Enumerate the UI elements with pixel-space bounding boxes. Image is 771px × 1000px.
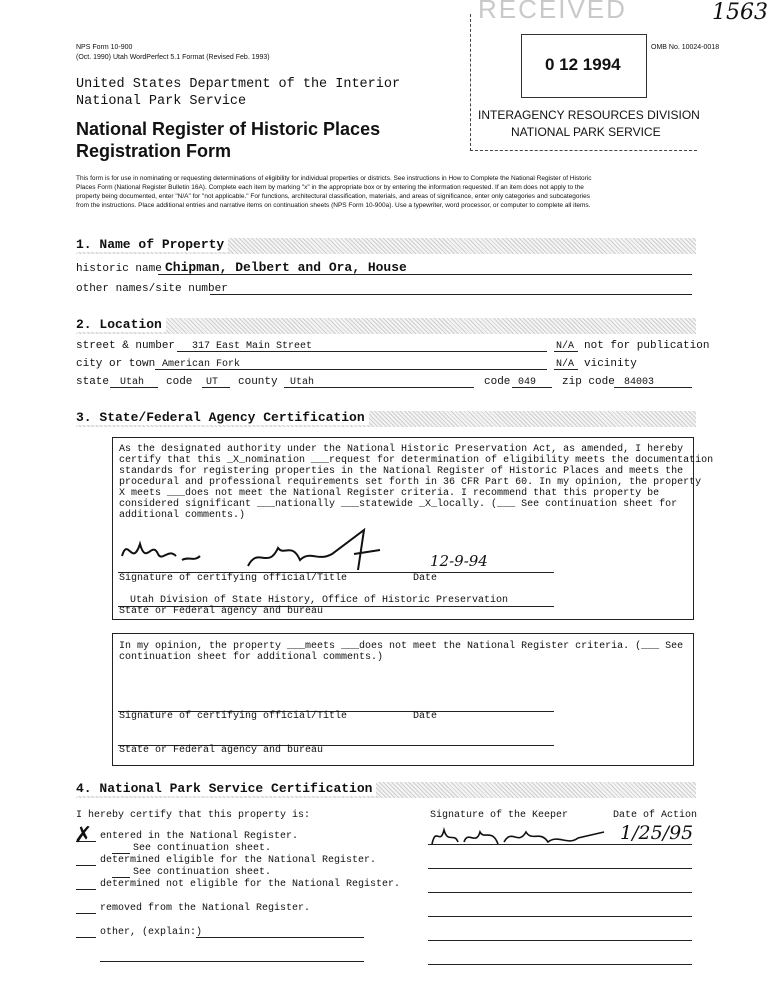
certification-text: X meets ___does not meet the National Register criteria. I recommend that this property be bbox=[119, 488, 660, 499]
stamp-date: 0 12 1994 bbox=[545, 55, 621, 74]
option-continuation: See continuation sheet. bbox=[133, 867, 272, 878]
county-code-value[interactable]: 049 bbox=[518, 377, 537, 388]
stamp-division: INTERAGENCY RESOURCES DIVISION bbox=[478, 108, 700, 122]
street-na[interactable]: N/A bbox=[556, 341, 575, 352]
form-revision: (Oct. 1990) Utah WordPerfect 5.1 Format (Revised Feb. 1993) bbox=[76, 54, 270, 61]
other-names-label: other names/site number bbox=[76, 283, 228, 295]
form-number: NPS Form 10-900 bbox=[76, 44, 133, 51]
option-entered: entered in the National Register. bbox=[100, 831, 299, 842]
certification-date-value[interactable]: 12-9-94 bbox=[430, 552, 488, 570]
instructions-line: property being documented, enter "N/A" for "not applicable." For functions, architectural classification, materials, and areas of significance, enter only categories and subcategories bbox=[76, 193, 590, 200]
vicinity-label: vicinity bbox=[584, 358, 637, 370]
signature-label: Signature of certifying official/Title bbox=[119, 573, 348, 584]
agency-value[interactable]: Utah Division of State History, Office of Historic Preservation bbox=[130, 595, 509, 606]
date-label: Date bbox=[413, 573, 438, 584]
stamp-service: NATIONAL PARK SERVICE bbox=[511, 125, 661, 139]
section-2-title: 2. Location bbox=[76, 317, 166, 332]
option-not-eligible: determined not eligible for the National Register. bbox=[100, 879, 401, 890]
signature-label: Signature of certifying official/Title bbox=[119, 711, 348, 722]
state-code-value[interactable]: UT bbox=[206, 377, 219, 388]
zip-value[interactable]: 84003 bbox=[624, 377, 655, 388]
street-value[interactable]: 317 East Main Street bbox=[192, 341, 313, 352]
state-official-signature bbox=[118, 526, 388, 576]
keeper-signature bbox=[428, 820, 618, 850]
state-label: state bbox=[76, 376, 110, 388]
option-removed: removed from the National Register. bbox=[100, 903, 311, 914]
option-continuation: See continuation sheet. bbox=[133, 843, 272, 854]
option-determined-eligible: determined eligible for the National Register. bbox=[100, 855, 377, 866]
instructions-line: Places Form (National Register Bulletin 16A). Complete each item by marking "x" in the appropriate box or by entering the information requested. If an item does not apply to the bbox=[76, 184, 584, 191]
section-1-title: 1. Name of Property bbox=[76, 237, 228, 252]
county-value[interactable]: Utah bbox=[290, 377, 315, 388]
instructions-line: This form is for use in nominating or requesting determinations of eligibility for individual properties or districts. See instructions in How to Complete the National Register of Historic bbox=[76, 175, 592, 182]
opinion-text: In my opinion, the property ___meets ___does not meet the National Register criteria. (___ See bbox=[119, 641, 684, 652]
county-label: county bbox=[238, 376, 278, 388]
entered-checkmark-icon[interactable]: ✗ bbox=[74, 823, 93, 848]
city-label: city or town bbox=[76, 358, 156, 370]
section-4-title: 4. National Park Service Certification bbox=[76, 781, 376, 796]
certification-text: additional comments.) bbox=[119, 510, 246, 521]
not-for-publication-label: not for publication bbox=[584, 340, 710, 352]
date-of-action-label: Date of Action bbox=[613, 810, 698, 821]
department-name: United States Department of the Interior bbox=[76, 77, 401, 92]
street-label: street & number bbox=[76, 340, 176, 352]
agency-label: State or Federal agency and bureau bbox=[119, 606, 324, 617]
form-subtitle: Registration Form bbox=[76, 141, 232, 161]
corner-handwritten-number: 1563 bbox=[712, 0, 768, 25]
omb-number: OMB No. 10024-0018 bbox=[651, 44, 720, 51]
city-value[interactable]: American Fork bbox=[162, 359, 241, 370]
certification-text: standards for registering properties in the National Register of Historic Places and meets the bbox=[119, 466, 684, 477]
instructions-line: from the instructions. Place additional entries and narrative items on continuation sheets (NPS Form 10-900a). Use a typewriter, word processor, or computer to complete all items. bbox=[76, 202, 591, 209]
state-value[interactable]: Utah bbox=[120, 377, 145, 388]
certification-text: considered significant ___nationally ___statewide _X_locally. (___ See continuation sheet for bbox=[119, 499, 678, 510]
certify-intro: I hereby certify that this property is: bbox=[76, 810, 311, 821]
state-code-label: code bbox=[166, 376, 193, 388]
historic-name-value[interactable]: Chipman, Delbert and Ora, House bbox=[165, 260, 407, 275]
opinion-text: continuation sheet for additional comments.) bbox=[119, 652, 384, 663]
date-label: Date bbox=[413, 711, 438, 722]
city-na[interactable]: N/A bbox=[556, 359, 575, 370]
certification-text: As the designated authority under the National Historic Preservation Act, as amended, I hereby bbox=[119, 444, 684, 455]
section-bar bbox=[76, 318, 696, 334]
option-other: other, (explain:) bbox=[100, 927, 203, 938]
received-stamp-text: RECEIVED bbox=[478, 0, 627, 24]
certification-text: procedural and professional requirements set forth in 36 CFR Part 60. In my opinion, the property bbox=[119, 477, 702, 488]
historic-name-label: historic name bbox=[76, 263, 162, 275]
agency-label: State or Federal agency and bureau bbox=[119, 745, 324, 756]
zip-label: zip code bbox=[562, 376, 615, 388]
keeper-signature-label: Signature of the Keeper bbox=[430, 810, 569, 821]
date-of-action-value[interactable]: 1/25/95 bbox=[620, 822, 694, 844]
county-code-label: code bbox=[484, 376, 511, 388]
service-name: National Park Service bbox=[76, 94, 247, 109]
section-3-title: 3. State/Federal Agency Certification bbox=[76, 410, 369, 425]
form-title: National Register of Historic Places bbox=[76, 119, 381, 139]
certification-text: certify that this _X_nomination ___request for determination of eligibility meets the documentation bbox=[119, 455, 714, 466]
